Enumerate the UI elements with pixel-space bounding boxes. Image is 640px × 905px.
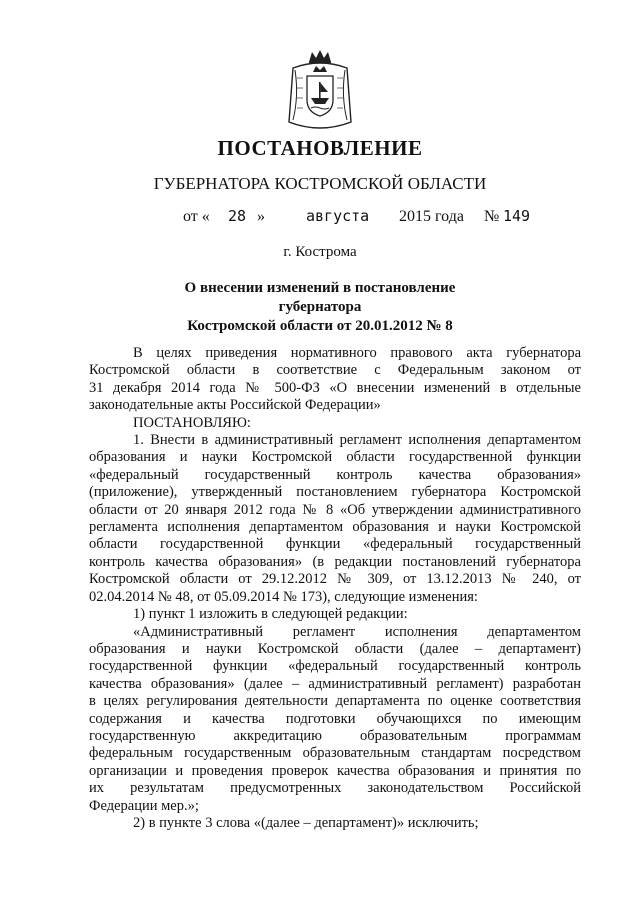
body-line: В целях приведения нормативного правового акта губернатора	[133, 345, 581, 361]
body-line: 31 декабря 2014 года № 500-ФЗ «О внесении изменений в отдельные	[89, 379, 581, 396]
body-line: государственную аккредитацию образовательным программам	[89, 727, 581, 744]
body-line: «федеральный государственный контроль качества образования»	[89, 466, 581, 483]
body-line: 2) в пункте 3 слова «(далее – департамент)» исключить;	[133, 814, 479, 831]
body-line: (приложение), утвержденный постановлением губернатора Костромской	[89, 484, 581, 501]
body-line: ПОСТАНОВЛЯЮ:	[133, 414, 251, 431]
body-line: области от 20 января 2012 года № 8 «Об утверждении административного	[89, 501, 581, 518]
coat-of-arms-icon	[285, 48, 355, 133]
body-line: 1) пункт 1 изложить в следующей редакции:	[133, 606, 408, 623]
document-heading	[150, 279, 490, 336]
body-line: образования и науки Костромской области (далее – департамент)	[89, 640, 581, 657]
body-line: регламента исполнения департаментом образования и науки Костромской	[89, 519, 581, 536]
body-line: качества образования» (далее – административный регламент) разработан	[89, 675, 581, 692]
date-year: 2015 года	[399, 208, 464, 225]
date-month: августа	[306, 207, 370, 225]
body-line: контроль качества образования» (в редакции постановлений губернатора	[89, 553, 581, 570]
body-line: их результатам предусмотренных законодательством Российской	[89, 780, 581, 797]
body-line: Костромской области в соответствие с Федеральным законом от	[89, 362, 581, 379]
body-line: области государственной функции «федеральный государственный	[89, 536, 581, 553]
body-line: в целях регулирования деятельности департамента по оценке соответствия	[89, 693, 581, 710]
body-line: Федерации мер.»;	[89, 797, 199, 814]
body-line: государственной функции «федеральный государственный контроль	[89, 658, 581, 675]
body-line: 02.04.2014 № 48, от 05.09.2014 № 173), следующие изменения:	[89, 588, 478, 605]
date-prefix: от «	[183, 208, 210, 225]
date-close-quote: »	[257, 208, 265, 225]
date-day: 28	[228, 207, 247, 225]
issuer-title: ГУБЕРНАТОРА КОСТРОМСКОЙ ОБЛАСТИ	[153, 174, 487, 193]
document-title: ПОСТАНОВЛЕНИЕ	[217, 136, 423, 160]
document-number: 149	[503, 207, 531, 225]
body-line: организации и проведения проверок качества образования и принятия по	[89, 762, 581, 779]
body-line: 1. Внести в административный регламент исполнения департаментом	[133, 432, 581, 449]
body-line: образования и науки Костромской области государственной функции	[89, 449, 581, 466]
body-line: Костромской области от 29.12.2012 № 309, от 13.12.2013 № 240, от	[89, 571, 581, 588]
heading-line: О внесении изменений в постановление губернатора	[184, 280, 456, 315]
body-line: федеральным государственным образовательным стандартам посредством	[89, 745, 581, 762]
document-body	[89, 345, 581, 832]
body-line: содержания и качества подготовки обучающихся по имеющим	[89, 710, 581, 727]
heading-line: Костромской области от 20.01.2012 № 8	[187, 318, 453, 334]
city: г. Кострома	[283, 244, 357, 260]
body-line: «Административный регламент исполнения департаментом	[133, 623, 581, 640]
number-sign: №	[484, 208, 500, 225]
body-line: законодательные акты Российской Федерации»	[89, 397, 381, 414]
